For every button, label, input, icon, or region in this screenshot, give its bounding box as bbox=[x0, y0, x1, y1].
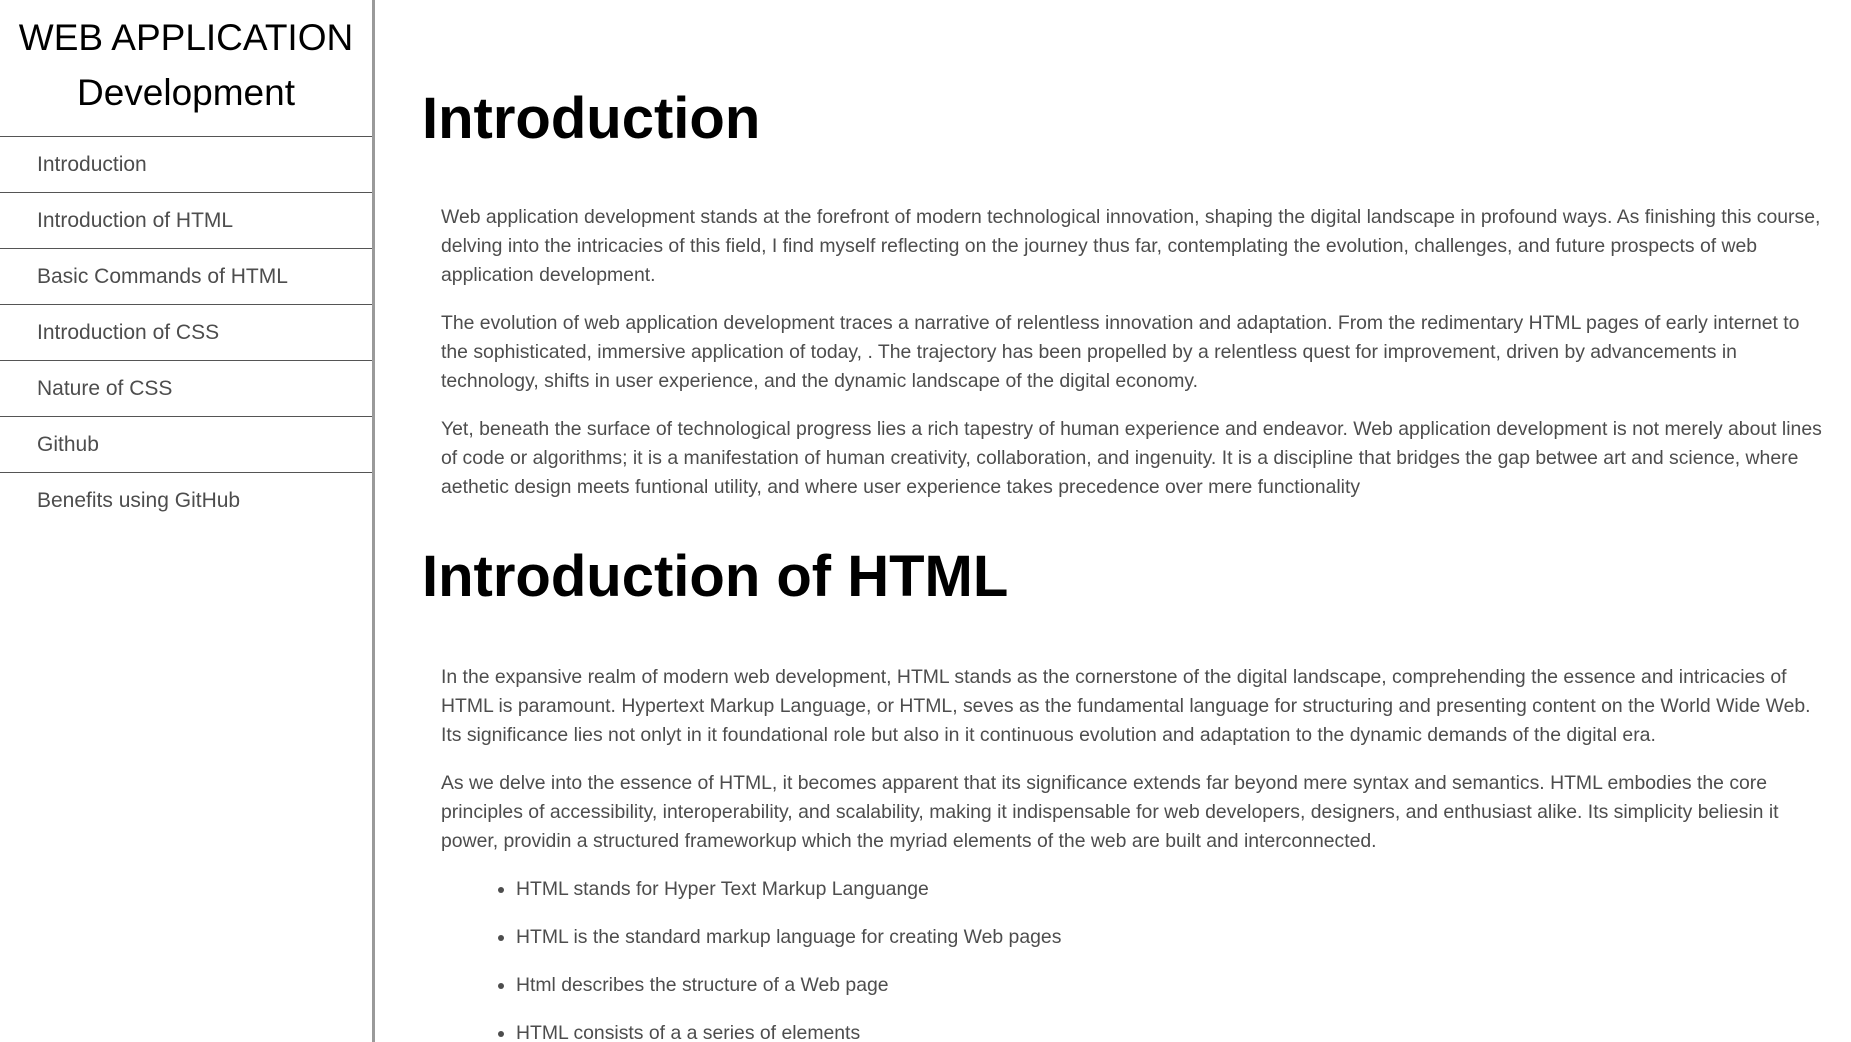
sidebar-nav bbox=[0, 0, 375, 1042]
sidebar-item bbox=[0, 305, 372, 361]
section-introduction-of-html bbox=[422, 543, 1827, 1042]
sidebar-link-introduction-of-html[interactable]: Introduction of HTML bbox=[0, 193, 372, 249]
sidebar-item bbox=[0, 193, 372, 249]
sidebar-link-basic-commands-of-html[interactable]: Basic Commands of HTML bbox=[0, 249, 372, 305]
section-introduction bbox=[422, 85, 1827, 502]
list-item: • Html describes the structure of a Web page bbox=[516, 971, 1827, 1000]
section-paragraph: In the expansive realm of modern web development, HTML stands as the cornerstone of the digital landscape, comprehending the essence and intricacies of HTML is paramount. Hypertext Markup Language, or HTML, seves as the fundamental language for structuring and presenting content on the World Wide Web. Its significance lies not onlyt in it foundational role but also in it continuous evolution and adaptation to the dynamic demands of the digital era. bbox=[441, 666, 1811, 746]
main-content bbox=[422, 0, 1827, 1042]
list-item: • HTML is the standard markup language for creating Web pages bbox=[516, 923, 1827, 952]
sidebar-link-benefits-using-github[interactable]: Benefits using GitHub bbox=[37, 489, 241, 512]
section-heading: Introduction of HTML bbox=[422, 544, 1009, 609]
section-paragraph: As we delve into the essence of HTML, it becomes apparent that its significance extends far beyond mere syntax and semantics. HTML embodies the core principles of accessibility, interoperability, and scalability, making it indispensable for web developers, designers, and enthusiast alike. Its simplicity beliesin it power, providin a structured frameworkup which the myriad elements of the web are built and interconnected. bbox=[441, 772, 1779, 852]
list-item: • HTML consists of a a series of elements bbox=[516, 1019, 1827, 1042]
sidebar-link-introduction-of-css[interactable]: Introduction of CSS bbox=[0, 305, 372, 361]
sidebar-title bbox=[0, 0, 372, 137]
sidebar-title-line1: WEB APPLICATION bbox=[18, 17, 354, 58]
sidebar-link-nature-of-css[interactable]: Nature of CSS bbox=[0, 361, 372, 417]
sidebar-item bbox=[0, 137, 372, 193]
sidebar-link-introduction[interactable]: Introduction bbox=[0, 137, 372, 193]
section-paragraph: Yet, beneath the surface of technological progress lies a rich tapestry of human experience and endeavor. Web application development is not merely about lines of code or algorithms; it is a manifestation of human creativity, collaboration, and ingenuity. It is a discipline that bridges the gap betwee art and science, where aethetic design meets funtional utility, and where user experience takes precedence over mere functionality bbox=[441, 418, 1822, 498]
list-item: • HTML stands for Hyper Text Markup Languange bbox=[516, 875, 1827, 904]
sidebar-link-github[interactable]: Github bbox=[0, 417, 372, 473]
section-heading: Introduction bbox=[422, 86, 761, 151]
sidebar-list bbox=[0, 137, 372, 528]
sidebar-item bbox=[0, 249, 372, 305]
sidebar-title-line2: Development bbox=[76, 72, 295, 113]
section-paragraph: Web application development stands at the forefront of modern technological innovation, shaping the digital landscape in profound ways. As finishing this course, delving into the intricacies of this field, I find myself reflecting on the journey thus far, contemplating the evolution, challenges, and future prospects of web application development. bbox=[441, 206, 1821, 286]
sidebar-item bbox=[0, 473, 372, 528]
html-facts-list bbox=[422, 875, 1827, 1042]
section-paragraph: The evolution of web application development traces a narrative of relentless innovation and adaptation. From the redimentary HTML pages of early internet to the sophisticated, immersive application of today, . The trajectory has been propelled by a relentless quest for improvement, driven by advancements in technology, shifts in user experience, and the dynamic landscape of the digital economy. bbox=[441, 312, 1800, 392]
sidebar-item bbox=[0, 361, 372, 417]
sidebar-item bbox=[0, 417, 372, 473]
